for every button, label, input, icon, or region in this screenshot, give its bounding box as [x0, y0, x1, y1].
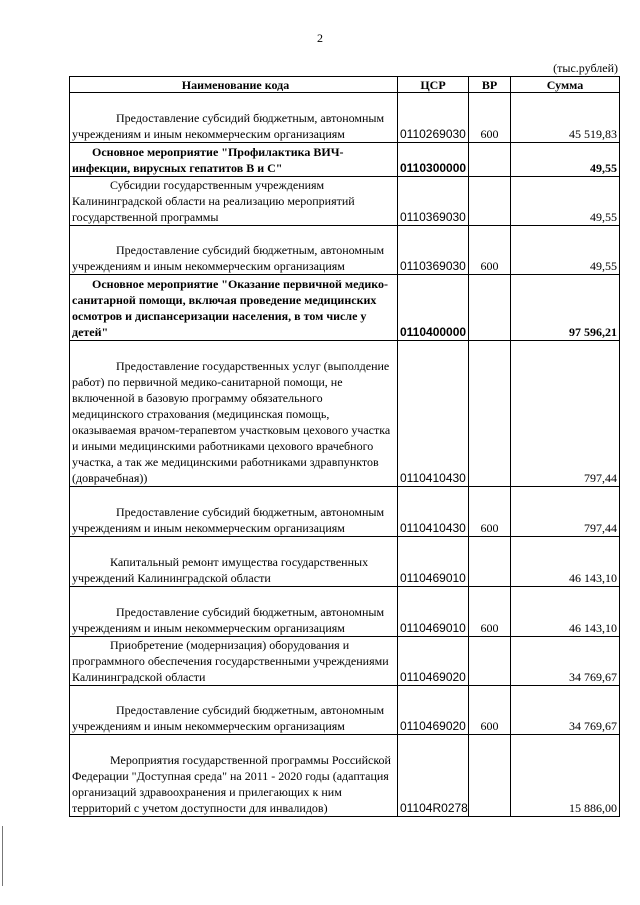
row-sum: 15 886,00	[511, 735, 620, 817]
table-row	[70, 537, 620, 587]
row-csr: 0110410430	[398, 341, 469, 487]
table-header-row	[70, 77, 620, 93]
table-row	[70, 226, 620, 275]
row-name: Предоставление субсидий бюджетным, автономным учреждениям и иным некоммерческим организациям	[70, 93, 398, 143]
row-csr: 0110369030	[398, 177, 469, 226]
row-csr: 0110469010	[398, 537, 469, 587]
row-sum: 49,55	[511, 226, 620, 275]
row-sum: 45 519,83	[511, 93, 620, 143]
row-name: Предоставление субсидий бюджетным, автономным учреждениям и иным некоммерческим организациям	[70, 686, 398, 735]
scan-edge-mark	[2, 826, 3, 886]
row-sum: 97 596,21	[511, 275, 620, 341]
header-vr: ВР	[469, 77, 511, 93]
table-row	[70, 341, 620, 487]
row-csr: 0110469020	[398, 637, 469, 686]
table-row	[70, 637, 620, 686]
row-vr	[469, 143, 511, 177]
budget-table	[69, 76, 620, 817]
row-name: Капитальный ремонт имущества государственных учреждений Калининградской области	[70, 537, 398, 587]
row-vr: 600	[469, 226, 511, 275]
row-sum: 49,55	[511, 177, 620, 226]
row-vr	[469, 537, 511, 587]
row-name: Основное мероприятие "Профилактика ВИЧ-инфекции, вирусных гепатитов В и С"	[70, 143, 398, 177]
table-row	[70, 275, 620, 341]
row-sum: 46 143,10	[511, 537, 620, 587]
row-vr: 600	[469, 487, 511, 537]
row-vr	[469, 275, 511, 341]
header-sum: Сумма	[511, 77, 620, 93]
row-csr: 0110369030	[398, 226, 469, 275]
row-vr	[469, 735, 511, 817]
row-csr: 0110300000	[398, 143, 469, 177]
table-row	[70, 93, 620, 143]
table-row	[70, 177, 620, 226]
row-name: Предоставление субсидий бюджетным, автономным учреждениям и иным некоммерческим организациям	[70, 487, 398, 537]
row-sum: 797,44	[511, 341, 620, 487]
row-name: Основное мероприятие "Оказание первичной медико-санитарной помощи, включая проведение медицинских осмотров и диспансеризации населения, в том числе у детей"	[70, 275, 398, 341]
row-vr: 600	[469, 93, 511, 143]
row-name: Субсидии государственным учреждениям Калининградской области на реализацию мероприятий государственной программы	[70, 177, 398, 226]
row-sum: 34 769,67	[511, 637, 620, 686]
row-sum: 46 143,10	[511, 587, 620, 637]
row-vr	[469, 177, 511, 226]
row-vr: 600	[469, 686, 511, 735]
row-name: Предоставление субсидий бюджетным, автономным учреждениям и иным некоммерческим организациям	[70, 226, 398, 275]
row-csr: 0110469010	[398, 587, 469, 637]
header-csr: ЦСР	[398, 77, 469, 93]
row-sum: 49,55	[511, 143, 620, 177]
row-csr: 0110410430	[398, 487, 469, 537]
row-csr: 0110400000	[398, 275, 469, 341]
row-sum: 34 769,67	[511, 686, 620, 735]
table-row	[70, 487, 620, 537]
row-name: Мероприятия государственной программы Российской Федерации "Доступная среда" на 2011 - 2020 годы (адаптация организаций здравоохранения и прилегающих к ним территорий с учетом доступности для инвалидов)	[70, 735, 398, 817]
row-name: Предоставление государственных услуг (выполдение работ) по первичной медико-санитарной помощи, не включенной в базовую программу обязательного медицинского страхования (медицинская помощь, оказываемая врачом-терапевтом участковым цехового участка и иными медицинскими работниками цехового врачебного участка, а так же медицинскими работниками здравпунктов (доврачебная))	[70, 341, 398, 487]
row-vr: 600	[469, 587, 511, 637]
page-number: 2	[317, 31, 323, 45]
table-row	[70, 587, 620, 637]
row-sum: 797,44	[511, 487, 620, 537]
row-name: Предоставление субсидий бюджетным, автономным учреждениям и иным некоммерческим организациям	[70, 587, 398, 637]
header-name: Наименование кода	[70, 77, 398, 93]
table-row	[70, 143, 620, 177]
row-vr	[469, 341, 511, 487]
table-row	[70, 686, 620, 735]
row-csr: 0110469020	[398, 686, 469, 735]
row-vr	[469, 637, 511, 686]
row-name: Приобретение (модернизация) оборудования и программного обеспечения государственными учреждениями Калининградской области	[70, 637, 398, 686]
units-label: (тыс.рублей)	[553, 61, 618, 75]
table-row	[70, 735, 620, 817]
row-csr: 01104R0278	[398, 735, 469, 817]
row-csr: 0110269030	[398, 93, 469, 143]
